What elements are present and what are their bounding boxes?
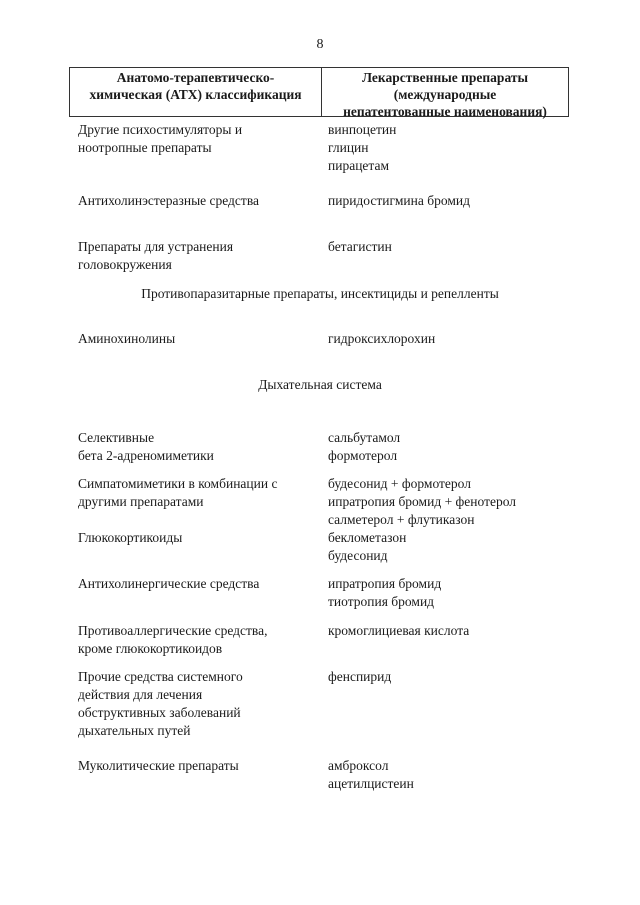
category-line: Прочие средства системного xyxy=(78,669,243,684)
category-line: действия для лечения xyxy=(78,687,203,702)
row-drugs xyxy=(328,429,400,465)
section-heading-antiparasitic: Противопаразитарные препараты, инсектициды и репелленты xyxy=(141,286,499,301)
category-line: бета 2-адреномиметики xyxy=(78,448,214,463)
row-category xyxy=(78,529,182,547)
header-line: химическая (АТХ) классификация xyxy=(89,87,302,102)
drug-name: тиотропия бромид xyxy=(328,594,435,609)
category-line: Препараты для устранения xyxy=(78,239,234,254)
drug-name: салметерол + флутиказон xyxy=(328,512,475,527)
row-category xyxy=(78,429,214,465)
row-drugs xyxy=(328,622,469,640)
row-category xyxy=(78,192,259,210)
category-line: Антихолинергические средства xyxy=(78,576,260,591)
category-line: ноотропные препараты xyxy=(78,140,212,155)
category-line: Симпатомиметики в комбинации с xyxy=(78,476,278,491)
row-drugs xyxy=(328,475,516,529)
row-drugs xyxy=(328,238,392,256)
category-line: Аминохинолины xyxy=(78,331,176,346)
header-line: непатентованные наименования) xyxy=(343,104,547,119)
row-category xyxy=(78,668,243,740)
drug-name: сальбутамол xyxy=(328,430,401,445)
row-category xyxy=(78,238,233,274)
row-category xyxy=(78,330,175,348)
drug-name: пиридостигмина бромид xyxy=(328,193,470,208)
header-drug-names xyxy=(322,68,568,119)
row-category xyxy=(78,475,277,511)
drug-name: винпоцетин xyxy=(328,122,397,137)
row-drugs xyxy=(328,668,391,686)
row-drugs xyxy=(328,192,470,210)
drug-name: глицин xyxy=(328,140,369,155)
drug-name: ипратропия бромид xyxy=(328,576,442,591)
category-line: обструктивных заболеваний xyxy=(78,705,241,720)
drug-name: кромоглициевая кислота xyxy=(328,623,470,638)
category-line: Муколитические препараты xyxy=(78,758,239,773)
category-line: головокружения xyxy=(78,257,172,272)
drug-name: гидроксихлорохин xyxy=(328,331,436,346)
row-category xyxy=(78,622,267,658)
table-header xyxy=(69,67,569,117)
drug-name: ипратропия бромид + фенотерол xyxy=(328,494,517,509)
row-drugs xyxy=(328,529,406,565)
row-drugs xyxy=(328,330,435,348)
row-category xyxy=(78,575,259,593)
row-category xyxy=(78,757,239,775)
drug-name: фенспирид xyxy=(328,669,392,684)
category-line: Другие психостимуляторы и xyxy=(78,122,243,137)
category-line: дыхательных путей xyxy=(78,723,191,738)
drug-name: беклометазон xyxy=(328,530,407,545)
row-drugs xyxy=(328,757,414,793)
header-line: Анатомо-терапевтическо- xyxy=(116,70,275,85)
header-line: Лекарственные препараты xyxy=(361,70,529,85)
drug-name: будесонид xyxy=(328,548,388,563)
category-line: Антихолинэстеразные средства xyxy=(78,193,260,208)
category-line: Селективные xyxy=(78,430,155,445)
category-line: другими препаратами xyxy=(78,494,204,509)
row-category xyxy=(78,121,242,157)
page-number: 8 xyxy=(316,37,324,52)
drug-name: бетагистин xyxy=(328,239,392,254)
category-line: Противоаллергические средства, xyxy=(78,623,268,638)
drug-name: ацетилцистеин xyxy=(328,776,414,791)
row-drugs xyxy=(328,575,441,611)
section-heading-respiratory: Дыхательная система xyxy=(258,377,382,392)
category-line: кроме глюкокортикоидов xyxy=(78,641,223,656)
row-drugs xyxy=(328,121,396,175)
header-atc-classification xyxy=(70,68,322,116)
drug-name: формотерол xyxy=(328,448,398,463)
drug-name: пирацетам xyxy=(328,158,390,173)
category-line: Глюкокортикоиды xyxy=(78,530,183,545)
drug-name: амброксол xyxy=(328,758,389,773)
drug-name: будесонид + формотерол xyxy=(328,476,471,491)
header-line: (международные xyxy=(393,87,497,102)
